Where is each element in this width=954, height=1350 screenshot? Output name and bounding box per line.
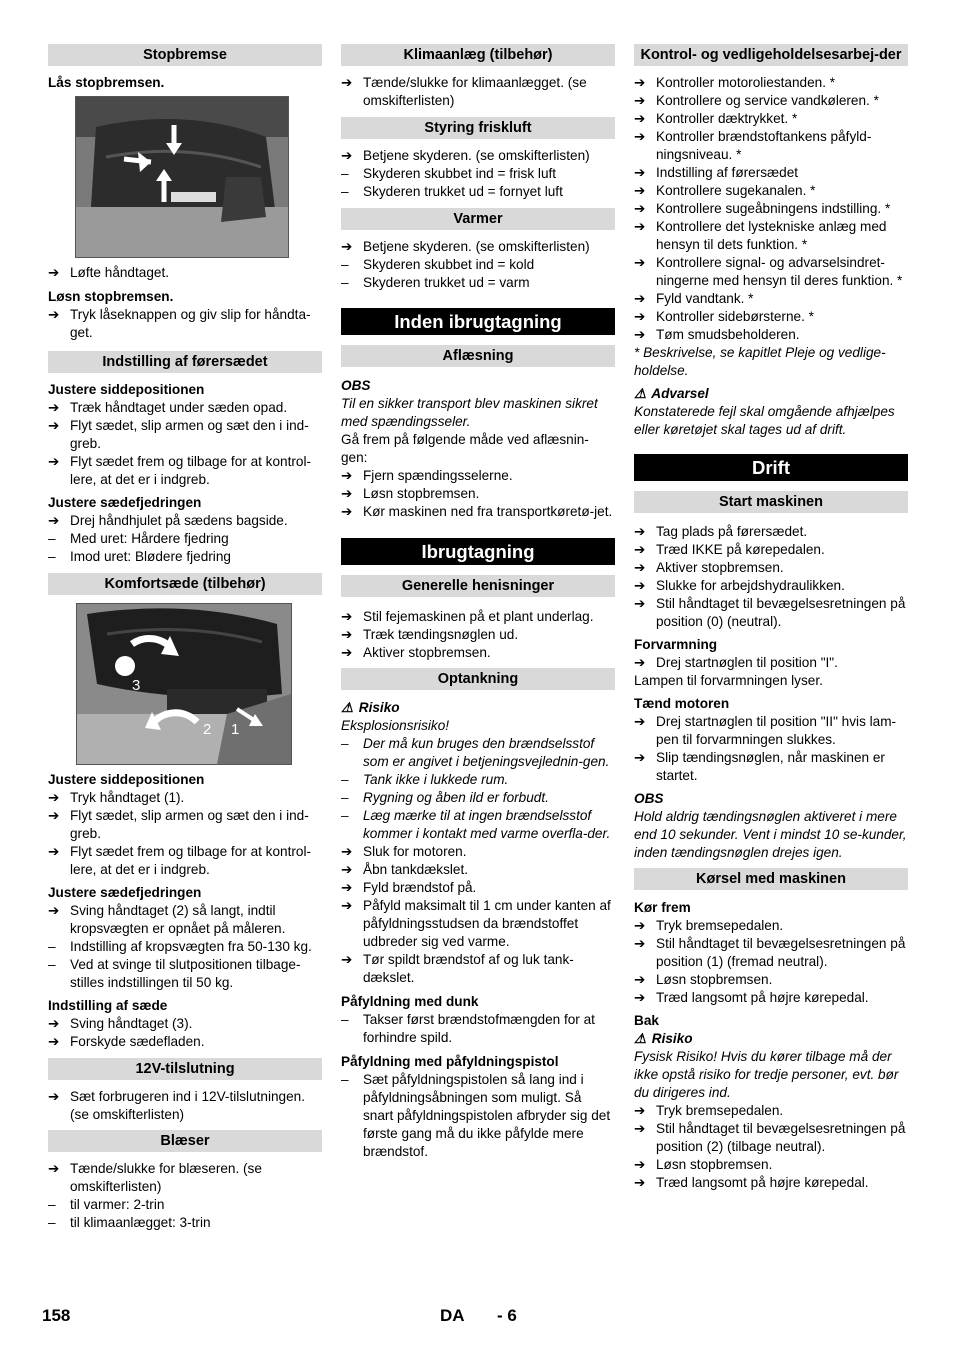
list-item: ➔ Kør maskinen ned fra transportkøretø-jet.	[341, 504, 613, 519]
risk-label: ⚠ Risiko	[341, 700, 400, 715]
list-item: – til klimaanlægget: 3-trin	[48, 1215, 211, 1230]
list-item: ➔ Fjern spændingsselerne.	[341, 468, 513, 483]
list-item: – Indstilling af kropsvægten fra 50-130 kg.	[48, 939, 312, 954]
arrow-right-icon: ➔	[341, 627, 353, 642]
arrow-right-icon: ➔	[341, 504, 353, 519]
list-item: ➔ Træk håndtaget under sæden opad.	[48, 400, 288, 415]
arrow-right-icon: ➔	[634, 524, 646, 539]
dash-bullet: –	[341, 1072, 349, 1087]
list-item: ➔ Aktiver stopbremsen.	[341, 645, 491, 660]
arrow-right-icon: ➔	[48, 1161, 60, 1176]
risk-text: Eksplosionsrisiko!	[341, 718, 450, 733]
list-item: ➔ Tag plads på førersædet.	[634, 524, 808, 539]
list-item: ➔ Træd IKKE på kørepedalen.	[634, 542, 825, 557]
list-item: – Skyderen trukket ud = varm	[341, 275, 530, 290]
list-item: ➔ Træk tændingsnøglen ud.	[341, 627, 519, 642]
list-item: – Imod uret: Blødere fjedring	[48, 549, 231, 564]
section-title-blower: Blæser	[48, 1130, 322, 1152]
section-title-heater: Varmer	[341, 208, 615, 230]
arrow-right-icon: ➔	[341, 148, 353, 163]
sub-page-number: - 6	[497, 1306, 517, 1325]
list-item: – Takser først brændstofmængden for at forhindre spild.	[341, 1012, 595, 1045]
arrow-right-icon: ➔	[341, 239, 353, 254]
arrow-right-icon: ➔	[341, 75, 353, 90]
stop-step: ➔ Tryk låseknappen og giv slip for håndta-get.	[48, 307, 311, 340]
list-item: – Skyderen skubbet ind = kold	[341, 257, 535, 272]
warning-triangle-icon: ⚠	[634, 1031, 647, 1046]
warning-text: Konstaterede fejl skal omgående afhjælpes eller køretøjet skal tages ud af drift.	[634, 404, 895, 437]
dash-bullet: –	[341, 257, 349, 272]
list-item: ➔ Slip tændingsnøglen, når maskinen er startet.	[634, 750, 885, 783]
dash-bullet: –	[48, 957, 56, 972]
dash-bullet: –	[48, 531, 56, 546]
list-item: ➔ Træd langsomt på højre kørepedal.	[634, 990, 869, 1005]
list-item: ➔ Indstilling af førersædet	[634, 165, 799, 180]
arrow-right-icon: ➔	[48, 1034, 60, 1049]
arrow-right-icon: ➔	[634, 1121, 646, 1136]
risk-label: ⚠ Risiko	[634, 1031, 693, 1046]
arrow-right-icon: ➔	[341, 609, 353, 624]
list-item: ➔ Kontroller brændstoftankens påfyld-ningsniveau. *	[634, 129, 872, 162]
arrow-right-icon: ➔	[48, 454, 60, 469]
list-item: ➔ Kontroller sidebørsterne. *	[634, 309, 814, 324]
list-item: ➔ Kontroller motoroliestanden. *	[634, 75, 836, 90]
list-item: ➔ Løsn stopbremsen.	[634, 1157, 773, 1172]
arrow-right-icon: ➔	[634, 291, 646, 306]
comfort-seat-illustration	[77, 604, 291, 764]
section-title-12v: 12V-tilslutning	[48, 1058, 322, 1080]
warning-triangle-icon: ⚠	[341, 700, 354, 715]
section-title-general: Generelle henisninger	[341, 575, 615, 597]
seat-label-3: 3	[132, 677, 141, 694]
arrow-right-icon: ➔	[341, 880, 353, 895]
section-title-driving: Kørsel med maskinen	[634, 868, 908, 890]
arrow-right-icon: ➔	[634, 219, 646, 234]
arrow-right-icon: ➔	[634, 129, 646, 144]
arrow-right-icon: ➔	[634, 111, 646, 126]
list-item: ➔ Sæt forbrugeren ind i 12V-tilslutningen. (se omskifterlisten)	[48, 1089, 306, 1122]
list-item: – til varmer: 2-trin	[48, 1197, 165, 1212]
stop-release-heading: Løsn stopbremsen.	[48, 289, 174, 304]
list-item: ➔ Tænde/slukke for klimaanlægget. (se omskifterlisten)	[341, 75, 587, 108]
arrow-right-icon: ➔	[48, 400, 60, 415]
arrow-right-icon: ➔	[48, 513, 60, 528]
forward-heading: Kør frem	[634, 900, 691, 915]
list-item: ➔ Åbn tankdækslet.	[341, 862, 469, 877]
list-item: ➔ Slukke for arbejdshydraulikken.	[634, 578, 845, 593]
dash-bullet: –	[341, 184, 349, 199]
obs-text: Til en sikker transport blev maskinen sikret med spændingsseler.	[341, 396, 598, 429]
arrow-right-icon: ➔	[634, 75, 646, 90]
arrow-right-icon: ➔	[48, 418, 60, 433]
comfort-pos-heading: Justere siddepositionen	[48, 772, 205, 787]
section-title-ac: Klimaanlæg (tilbehør)	[341, 44, 615, 66]
arrow-right-icon: ➔	[634, 201, 646, 216]
list-item: ➔ Tryk bremsepedalen.	[634, 918, 784, 933]
arrow-right-icon: ➔	[341, 898, 353, 913]
fuel-gun-heading: Påfyldning med påfyldningspistol	[341, 1054, 559, 1069]
ignite-heading: Tænd motoren	[634, 696, 730, 711]
arrow-right-icon: ➔	[48, 1016, 60, 1031]
list-item: ➔ Træd langsomt på højre kørepedal.	[634, 1175, 869, 1190]
obs-label: OBS	[634, 791, 664, 806]
arrow-right-icon: ➔	[341, 952, 353, 967]
preheat-heading: Forvarmning	[634, 637, 718, 652]
arrow-right-icon: ➔	[341, 645, 353, 660]
dash-bullet: –	[341, 166, 349, 181]
dash-bullet: –	[48, 1215, 56, 1230]
arrow-right-icon: ➔	[634, 596, 646, 611]
risk-text: Fysisk Risiko! Hvis du kører tilbage må der ikke opstå risiko for tredje personer, evt. bør du dirigeres ind.	[634, 1049, 899, 1100]
arrow-right-icon: ➔	[634, 560, 646, 575]
arrow-right-icon: ➔	[634, 183, 646, 198]
arrow-right-icon: ➔	[634, 1175, 646, 1190]
arrow-right-icon: ➔	[634, 93, 646, 108]
arrow-right-icon: ➔	[634, 714, 646, 729]
arrow-right-icon: ➔	[634, 655, 646, 670]
list-item: ➔ Drej startnøglen til position "II" hvis lam-pen til forvarmningen slukkes.	[634, 714, 897, 747]
seat-spring-heading: Justere sædefjedringen	[48, 495, 202, 510]
arrow-right-icon: ➔	[634, 750, 646, 765]
list-item: ➔ Påfyld maksimalt til 1 cm under kanten af påfyldningsstudsen da brændstoffet udbreder sig ved varme.	[341, 898, 611, 949]
list-item: ➔ Stil håndtaget til bevægelsesretningen på position (1) (fremad neutral).	[634, 936, 906, 969]
arrow-right-icon: ➔	[48, 808, 60, 823]
warning-label: ⚠ Advarsel	[634, 386, 709, 401]
list-item: – Sæt påfyldningspistolen så lang ind i påfyldningsåbningen som muligt. Så snart påfyldningspistolen afbryder sig det første gang må du ikke påfylde mere brændstof.	[341, 1072, 611, 1159]
list-item: ➔ Flyt sædet, slip armen og sæt den i ind-greb.	[48, 808, 309, 841]
list-item: ➔ Flyt sædet, slip armen og sæt den i ind-greb.	[48, 418, 309, 451]
seat-pos-heading: Justere siddepositionen	[48, 382, 205, 397]
dash-bullet: –	[48, 939, 56, 954]
list-item: – Tank ikke i lukkede rum.	[341, 772, 509, 787]
list-item: – Skyderen trukket ud = fornyet luft	[341, 184, 563, 199]
arrow-right-icon: ➔	[634, 165, 646, 180]
column-2	[341, 44, 615, 1161]
dash-bullet: –	[341, 790, 349, 805]
list-item: ➔ Fyld brændstof på.	[341, 880, 477, 895]
arrow-right-icon: ➔	[634, 918, 646, 933]
list-item: ➔ Tør spildt brændstof af og luk tank-dækslet.	[341, 952, 574, 985]
list-item: ➔ Stil håndtaget til bevægelsesretningen på position (2) (tilbage neutral).	[634, 1121, 906, 1154]
section-title-unloading: Aflæsning	[341, 345, 615, 367]
column-1	[48, 44, 322, 1232]
dash-bullet: –	[341, 808, 349, 823]
warning-triangle-icon: ⚠	[634, 386, 647, 401]
list-item: ➔ Løsn stopbremsen.	[634, 972, 773, 987]
arrow-right-icon: ➔	[341, 844, 353, 859]
list-item: ➔ Kontrollere og service vandkøleren. *	[634, 93, 879, 108]
section-title-seat: Indstilling af førersædet	[48, 351, 322, 373]
column-3	[634, 44, 908, 1192]
section-title-maintenance: Kontrol- og vedligeholdelsesarbej-der	[634, 44, 908, 66]
list-item: ➔ Stil fejemaskinen på et plant underlag.	[341, 609, 594, 624]
dash-bullet: –	[341, 736, 349, 751]
list-item: ➔ Drej startnøglen til position "I".	[634, 655, 838, 670]
section-title-refuel: Optankning	[341, 668, 615, 690]
list-item: ➔ Forskyde sædefladen.	[48, 1034, 205, 1049]
arrow-right-icon: ➔	[341, 486, 353, 501]
list-item: – Der må kun bruges den brændselsstof som er angivet i betjeningsvejlednin-gen.	[341, 736, 610, 769]
reverse-heading: Bak	[634, 1013, 659, 1028]
list-item: ➔ Flyt sædet frem og tilbage for at kontrol-lere, at det er i indgreb.	[48, 454, 312, 487]
fuel-can-heading: Påfyldning med dunk	[341, 994, 479, 1009]
arrow-right-icon: ➔	[48, 1089, 60, 1104]
arrow-right-icon: ➔	[48, 307, 60, 322]
dash-bullet: –	[48, 1197, 56, 1212]
section-title-start: Start maskinen	[634, 491, 908, 513]
dash-bullet: –	[341, 275, 349, 290]
list-item: ➔ Sluk for motoren.	[341, 844, 467, 859]
chapter-title-operation: Drift	[634, 454, 908, 481]
list-item: – Med uret: Hårdere fjedring	[48, 531, 229, 546]
list-item: ➔ Kontrollere sugekanalen. *	[634, 183, 816, 198]
arrow-right-icon: ➔	[634, 255, 646, 270]
arrow-right-icon: ➔	[634, 972, 646, 987]
arrow-right-icon: ➔	[634, 1103, 646, 1118]
list-item: ➔ Aktiver stopbremsen.	[634, 560, 784, 575]
stop-step: ➔ Løfte håndtaget.	[48, 265, 170, 280]
obs-label: OBS	[341, 378, 371, 393]
dash-bullet: –	[341, 1012, 349, 1027]
list-item: ➔ Sving håndtaget (3).	[48, 1016, 193, 1031]
section-title-fresh-air: Styring friskluft	[341, 117, 615, 139]
list-item: ➔ Drej håndhjulet på sædens bagside.	[48, 513, 288, 528]
seat-lever-illustration	[76, 97, 288, 257]
section-title-comfort-seat: Komfortsæde (tilbehør)	[48, 573, 322, 595]
list-item: – Ved at svinge til slutpositionen tilbage-stilles indstillingen til 50 kg.	[48, 957, 301, 990]
seat-lever-photo	[75, 96, 289, 258]
dash-bullet: –	[341, 772, 349, 787]
dash-bullet: –	[48, 549, 56, 564]
comfort-adj-heading: Indstilling af sæde	[48, 998, 168, 1013]
list-item: ➔ Betjene skyderen. (se omskifterlisten)	[341, 148, 590, 163]
list-item: ➔ Kontroller dæktrykket. *	[634, 111, 798, 126]
comfort-spring-heading: Justere sædefjedringen	[48, 885, 202, 900]
language-code: DA	[440, 1306, 465, 1325]
maint-note: * Beskrivelse, se kapitlet Pleje og vedlige-holdelse.	[634, 345, 886, 378]
list-item: ➔ Flyt sædet frem og tilbage for at kontrol-lere, at det er i indgreb.	[48, 844, 312, 877]
arrow-right-icon: ➔	[634, 309, 646, 324]
list-item: ➔ Løsn stopbremsen.	[341, 486, 480, 501]
list-item: ➔ Kontrollere det lystekniske anlæg med hensyn til dets funktion. *	[634, 219, 887, 252]
list-item: ➔ Sving håndtaget (2) så langt, indtil kropsvægten er opnået på måleren.	[48, 903, 286, 936]
arrow-right-icon: ➔	[48, 844, 60, 859]
page-number: 158	[42, 1306, 71, 1325]
arrow-right-icon: ➔	[341, 468, 353, 483]
list-item: – Skyderen skubbet ind = frisk luft	[341, 166, 557, 181]
chapter-title-commissioning: Ibrugtagning	[341, 538, 615, 565]
obs-text: Hold aldrig tændingsnøglen aktiveret i mere end 10 sekunder. Vent i mindst 10 se-kunder, inden tændingsnøglen drejes igen.	[634, 809, 907, 860]
arrow-right-icon: ➔	[634, 327, 646, 342]
section-title-stopbremse: Stopbremse	[48, 44, 322, 66]
arrow-right-icon: ➔	[634, 1157, 646, 1172]
comfort-seat-photo	[76, 603, 292, 765]
unload-intro: Gå frem på følgende måde ved aflæsnin-gen:	[341, 432, 589, 465]
arrow-right-icon: ➔	[634, 578, 646, 593]
arrow-right-icon: ➔	[634, 936, 646, 951]
list-item: – Læg mærke til at ingen brændselsstof kommer i kontakt med varme overfla-der.	[341, 808, 611, 841]
preheat-text: Lampen til forvarmningen lyser.	[634, 673, 823, 688]
list-item: ➔ Kontrollere signal- og advarselsindret-ningerne med hensyn til deres funktion. *	[634, 255, 903, 288]
list-item: ➔ Stil håndtaget til bevægelsesretningen på position (0) (neutral).	[634, 596, 906, 629]
list-item: ➔ Tryk bremsepedalen.	[634, 1103, 784, 1118]
list-item: ➔ Betjene skyderen. (se omskifterlisten)	[341, 239, 590, 254]
seat-label-2: 2	[203, 721, 212, 738]
list-item: ➔ Tøm smudsbeholderen.	[634, 327, 800, 342]
arrow-right-icon: ➔	[341, 862, 353, 877]
arrow-right-icon: ➔	[48, 790, 60, 805]
list-item: ➔ Kontrollere sugeåbningens indstilling. *	[634, 201, 891, 216]
stop-lock-heading: Lås stopbremsen.	[48, 75, 165, 90]
arrow-right-icon: ➔	[48, 265, 60, 280]
list-item: ➔ Tænde/slukke for blæseren. (se omskifterlisten)	[48, 1161, 262, 1194]
list-item: ➔ Fyld vandtank. *	[634, 291, 754, 306]
list-item: ➔ Tryk håndtaget (1).	[48, 790, 185, 805]
arrow-right-icon: ➔	[634, 990, 646, 1005]
list-item: – Rygning og åben ild er forbudt.	[341, 790, 549, 805]
arrow-right-icon: ➔	[48, 903, 60, 918]
arrow-right-icon: ➔	[634, 542, 646, 557]
chapter-title-before-commissioning: Inden ibrugtagning	[341, 308, 615, 335]
seat-label-1: 1	[231, 721, 240, 738]
